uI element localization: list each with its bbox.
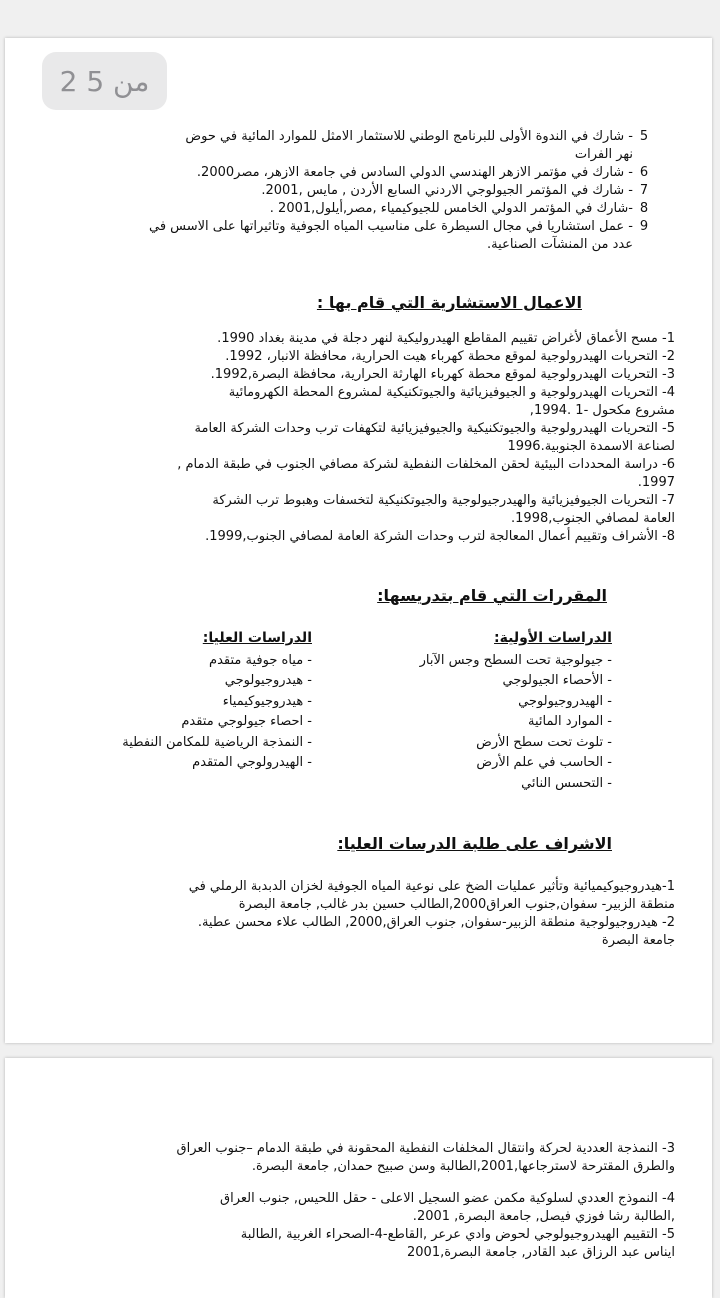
list-item: 2- هيدروجيولوجية منطقة الزبير-سفوان, جنوب العراق,2000, الطالب علاء محسن عطية. [197,915,675,930]
list-item: عدد من المنشآت الصناعية. [487,237,633,252]
list-item: - الهيدروجيولوجي [518,693,612,709]
list-item: 4- النموذج العددي لسلوكية مكمن عضو السجيل الاعلى - حقل اللحيس, جنوب العراق [220,1191,675,1206]
participation-list [45,128,655,254]
list-item: - تلوث تحت سطح الأرض [476,734,612,750]
document-page-2 [5,1058,712,1298]
list-item: - الموارد المائية [528,714,612,729]
list-item: 1- مسح الأعماق لأغراض تقييم المقاطع الهيدروليكية لنهر دجلة في مدينة بغداد 1990. [217,331,675,346]
list-item: 5- شارك في الندوة الأولى للبرنامج الوطني للاستثمار الامثل للموارد المائية في حوض [185,129,649,144]
list-item: 5- التقييم الهيدروجيولوجي لحوض وادي عرعر ,القاطع-4-الصحراء الغربية ,الطالبة [240,1227,675,1242]
list-item: - هيدروجيوكيمياء [222,693,312,709]
list-item: 9- عمل استشاريا في مجال السيطرة على مناسيب المياه الجوفية وتاثيراتها على الاسس في [148,219,649,234]
list-item: 2- التحريات الهيدرولوجية لموقع محطة كهرباء هيت الحرارية، محافظة الانبار، 1992. [225,349,675,364]
list-item: - جيولوجية تحت السطح وجس الآبار [419,652,612,668]
list-item: 1-هيدروجيوكيميائية وتأثير عمليات الضخ على نوعية المياه الجوفية لخزان الدبدبة الرملي في [188,879,675,894]
list-item: 6- دراسة المحددات البيئية لحقن المخلفات النفطية لشركة مصافي الجنوب في طبقة الدمام , [177,457,675,472]
grad-courses [72,628,312,774]
document-page-1 [5,38,712,1043]
list-item: لصناعة الاسمدة الجنوبية.1996 [507,439,675,454]
supervision-list-continued [130,1140,675,1262]
undergrad-heading: الدراسات الأولية: [494,630,612,646]
list-item: 7- التحريات الجيوفيزيائية والهيدرجيولوجية والجيوتكنيكية لتخسفات وهبوط ترب الشركة [212,493,675,508]
consult-heading: الاعمال الاستشارية التي قام بها : [316,293,582,312]
list-item: - النمذجة الرياضية للمكامن النفطية [122,734,312,750]
list-item: - احصاء جيولوجي متقدم [181,714,312,729]
list-item: 3- النمذجة العددية لحركة وانتقال المخلفات النفطية المحقونة في طبقة الدمام –جنوب العراق [176,1141,675,1156]
list-item: - الأحصاء الجيولوجي [502,673,612,688]
list-item: جامعة البصرة [601,933,675,948]
list-item: - الهيدرولوجي المتقدم [192,755,312,770]
list-item: ,الطالبة رشا فوزي فيصل, جامعة البصرة, 2001. [412,1209,675,1224]
consult-list [130,330,675,546]
list-item: 6- شارك في مؤتمر الازهر الهندسي الدولي السادس في جامعة الازهر، مصر2000. [196,165,649,180]
list-item: 8- الأشراف وتقييم أعمال المعالجة لترب وحدات الشركة العامة لمصافي الجنوب,1999. [205,529,675,544]
supervision-list [130,878,675,950]
list-item: 8-شارك في المؤتمر الدولي الخامس للجيوكيمياء ,مصر,أيلول,2001 . [269,201,649,216]
list-item: والطرق المقترحة لاسترجاعها,2001,الطالبة وسن صبيح حمدان, جامعة البصرة. [251,1159,675,1174]
list-item: - هيدروجيولوجي [224,673,312,688]
list-item: 3- التحريات الهيدرولوجية لموقع محطة كهرباء الهارثة الحرارية، محافظة البصرة,1992. [210,367,675,382]
list-item: ايناس عبد الرزاق عبد القادر, جامعة البصرة,2001 [407,1245,675,1260]
supervision-heading: الاشراف على طلبة الدرسات العليا: [337,834,612,853]
undergrad-courses [382,628,612,794]
list-item: مشروع مكحول -1 .1994, [529,403,675,418]
courses-heading: المقررات التي قام بتدريسها: [377,586,607,605]
list-item: 7- شارك في المؤتمر الجيولوجي الاردني السابع الأردن , مايس ,2001. [261,183,649,198]
list-item: 5- التحريات الهيدرولوجية والجيوتكنيكية والجيوفيزيائية لتكهفات ترب وحدات الشركة العامة [194,421,675,436]
list-item: 4- التحريات الهيدرولوجية و الجيوفيزيائية والجيوتكنيكية لمشروع المحطة الكهرومائية [228,385,675,400]
grad-heading: الدراسات العليا: [202,630,312,646]
list-item: - مياه جوفية متقدم [209,652,312,668]
page-number-badge: 2 من 5 [42,52,167,110]
list-item: 1997. [637,475,675,490]
list-item: منطقة الزبير- سفوان,جنوب العراق2000,الطالب حسين بدر غالب, جامعة البصرة [238,897,675,912]
list-item: - الحاسب في علم الأرض [476,755,612,770]
list-item: العامة لمصافي الجنوب,1998. [511,511,675,526]
list-item: - التحسس النائي [521,775,612,791]
list-item: نهر الفرات [574,147,633,162]
